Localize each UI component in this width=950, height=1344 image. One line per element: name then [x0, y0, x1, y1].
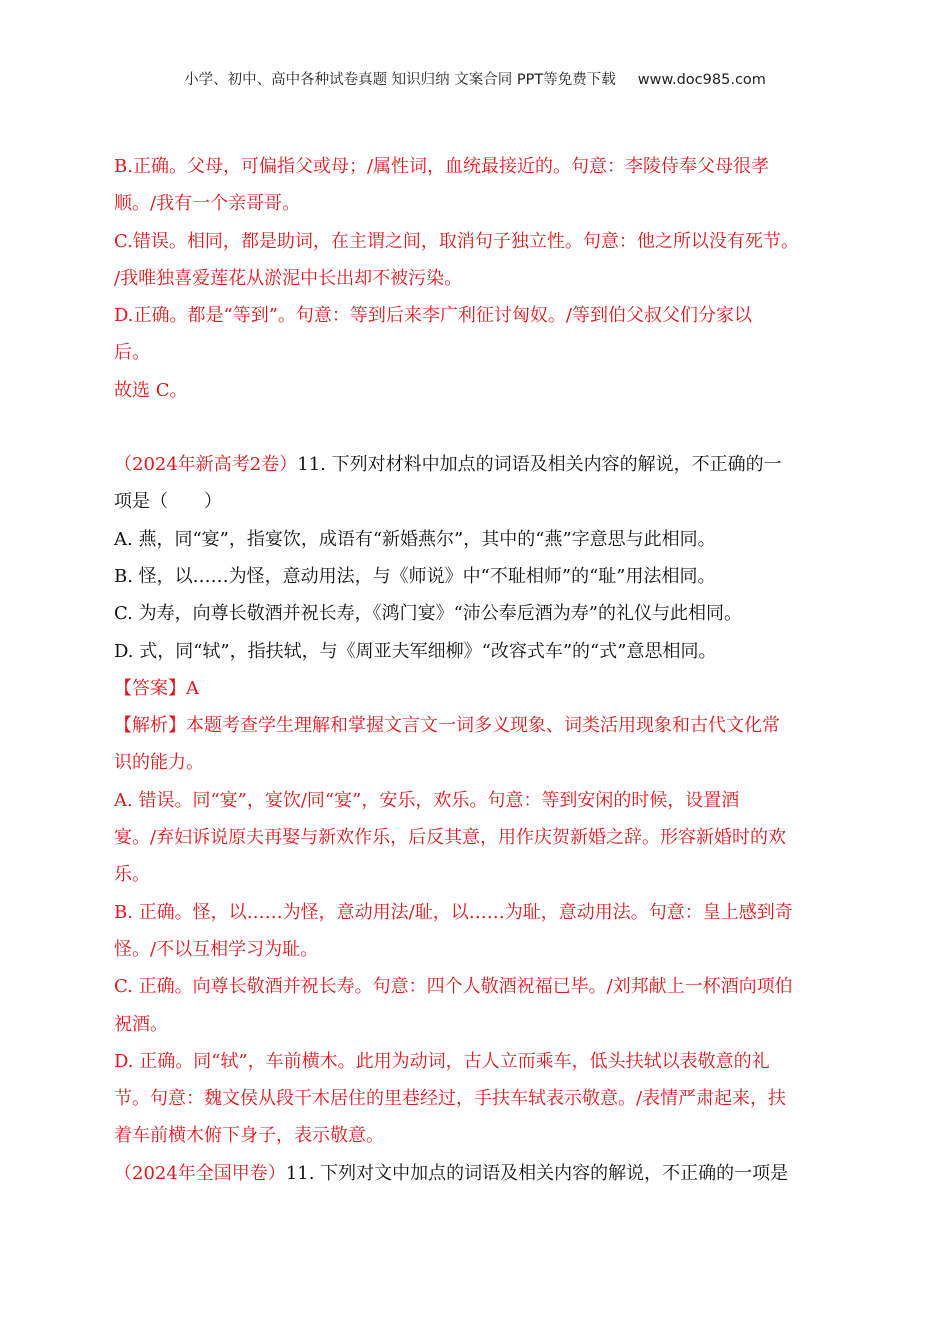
analysis-line: 节。句意：魏文侯从段干木居住的里巷经过，手扶车轼表示敬意。/表情严肃起来，扶 [114, 1088, 787, 1110]
analysis-line: D.正确。都是“等到”。句意：等到后来李广利征讨匈奴。/等到伯父叔父们分家以 [114, 305, 752, 327]
question-block [114, 1155, 838, 1192]
spacer [114, 409, 838, 446]
analysis-line: 故选 C。 [114, 379, 188, 401]
analysis-line: 祝酒。 [114, 1013, 168, 1035]
analysis-line: 着车前横木俯下身子，表示敬意。 [114, 1125, 384, 1147]
analysis-line: 怪。/不以互相学习为耻。 [114, 938, 319, 960]
analysis-line: 后。 [114, 342, 150, 364]
analysis-label: 【解析】 [114, 715, 186, 737]
analysis-line: C. 正确。向尊长敬酒并祝长寿。句意：四个人敬酒祝福已毕。/刘邦献上一杯酒向项伯 [114, 976, 793, 998]
header-text: 小学、初中、高中各种试卷真题 知识归纳 文案合同 PPT等免费下载 [184, 72, 616, 88]
analysis-line: A. 错误。同“宴”，宴饮/同“宴”，安乐，欢乐。句意：等到安闲的时候，设置酒 [114, 789, 740, 811]
document-body [114, 148, 838, 1192]
page-header [0, 68, 950, 89]
analysis-line: D. 正确。同“轼”，车前横木。此用为动词，古人立而乘车，低头扶轼以表敬意的礼 [114, 1050, 770, 1072]
analysis-line: 顺。/我有一个亲哥哥。 [114, 193, 301, 215]
analysis-line: 宴。/弃妇诉说原夫再娶与新欢作乐，后反其意，用作庆贺新婚之辞。形容新婚时的欢 [114, 827, 787, 849]
question-stem [114, 446, 838, 483]
question-stem-cont: 项是（ ） [114, 491, 222, 513]
answer-line [114, 670, 838, 707]
question-stem-text: 11. 下列对文中加点的词语及相关内容的解说，不正确的一项是 [285, 1162, 789, 1184]
question-block [114, 446, 838, 1155]
option-d: D. 式，同“轼”，指扶轼，与《周亚夫军细柳》“改容式车”的“式”意思相同。 [114, 640, 717, 662]
answer-value: A [186, 677, 199, 699]
analysis-line: B. 正确。怪，以……为怪，意动用法/耻，以……为耻，意动用法。句意：皇上感到奇 [114, 901, 793, 923]
question-source: （2024年全国甲卷） [114, 1162, 286, 1184]
answer-label: 【答案】 [114, 677, 186, 699]
header-site-url[interactable]: www.doc985.com [637, 72, 766, 88]
analysis-line: 乐。 [114, 864, 150, 886]
option-b: B. 怪，以……为怪，意动用法，与《师说》中“不耻相师”的“耻”用法相同。 [114, 565, 716, 587]
analysis-intro-cont: 识的能力。 [114, 752, 204, 774]
analysis-heading [114, 707, 838, 744]
analysis-line: /我唯独喜爱莲花从淤泥中长出却不被污染。 [114, 267, 463, 289]
option-a: A. 燕，同“宴”，指宴饮，成语有“新婚燕尔”，其中的“燕”字意思与此相同。 [114, 528, 716, 550]
previous-analysis [114, 148, 838, 409]
analysis-intro: 本题考查学生理解和掌握文言文一词多义现象、词类活用现象和古代文化常 [186, 715, 780, 737]
analysis-line: C.错误。相同，都是助词，在主谓之间，取消句子独立性。句意：他之所以没有死节。 [114, 230, 799, 252]
option-c: C. 为寿，向尊长敬酒并祝长寿，《鸿门宴》“沛公奉卮酒为寿”的礼仪与此相同。 [114, 603, 742, 625]
question-source: （2024年新高考2卷） [114, 454, 298, 476]
question-stem-text: 11. 下列对材料中加点的词语及相关内容的解说，不正确的一 [297, 454, 782, 476]
question-stem [114, 1155, 838, 1192]
analysis-line: B.正确。父母，可偏指父或母；/属性词，血统最接近的。句意：李陵侍奉父母很孝 [114, 156, 770, 177]
